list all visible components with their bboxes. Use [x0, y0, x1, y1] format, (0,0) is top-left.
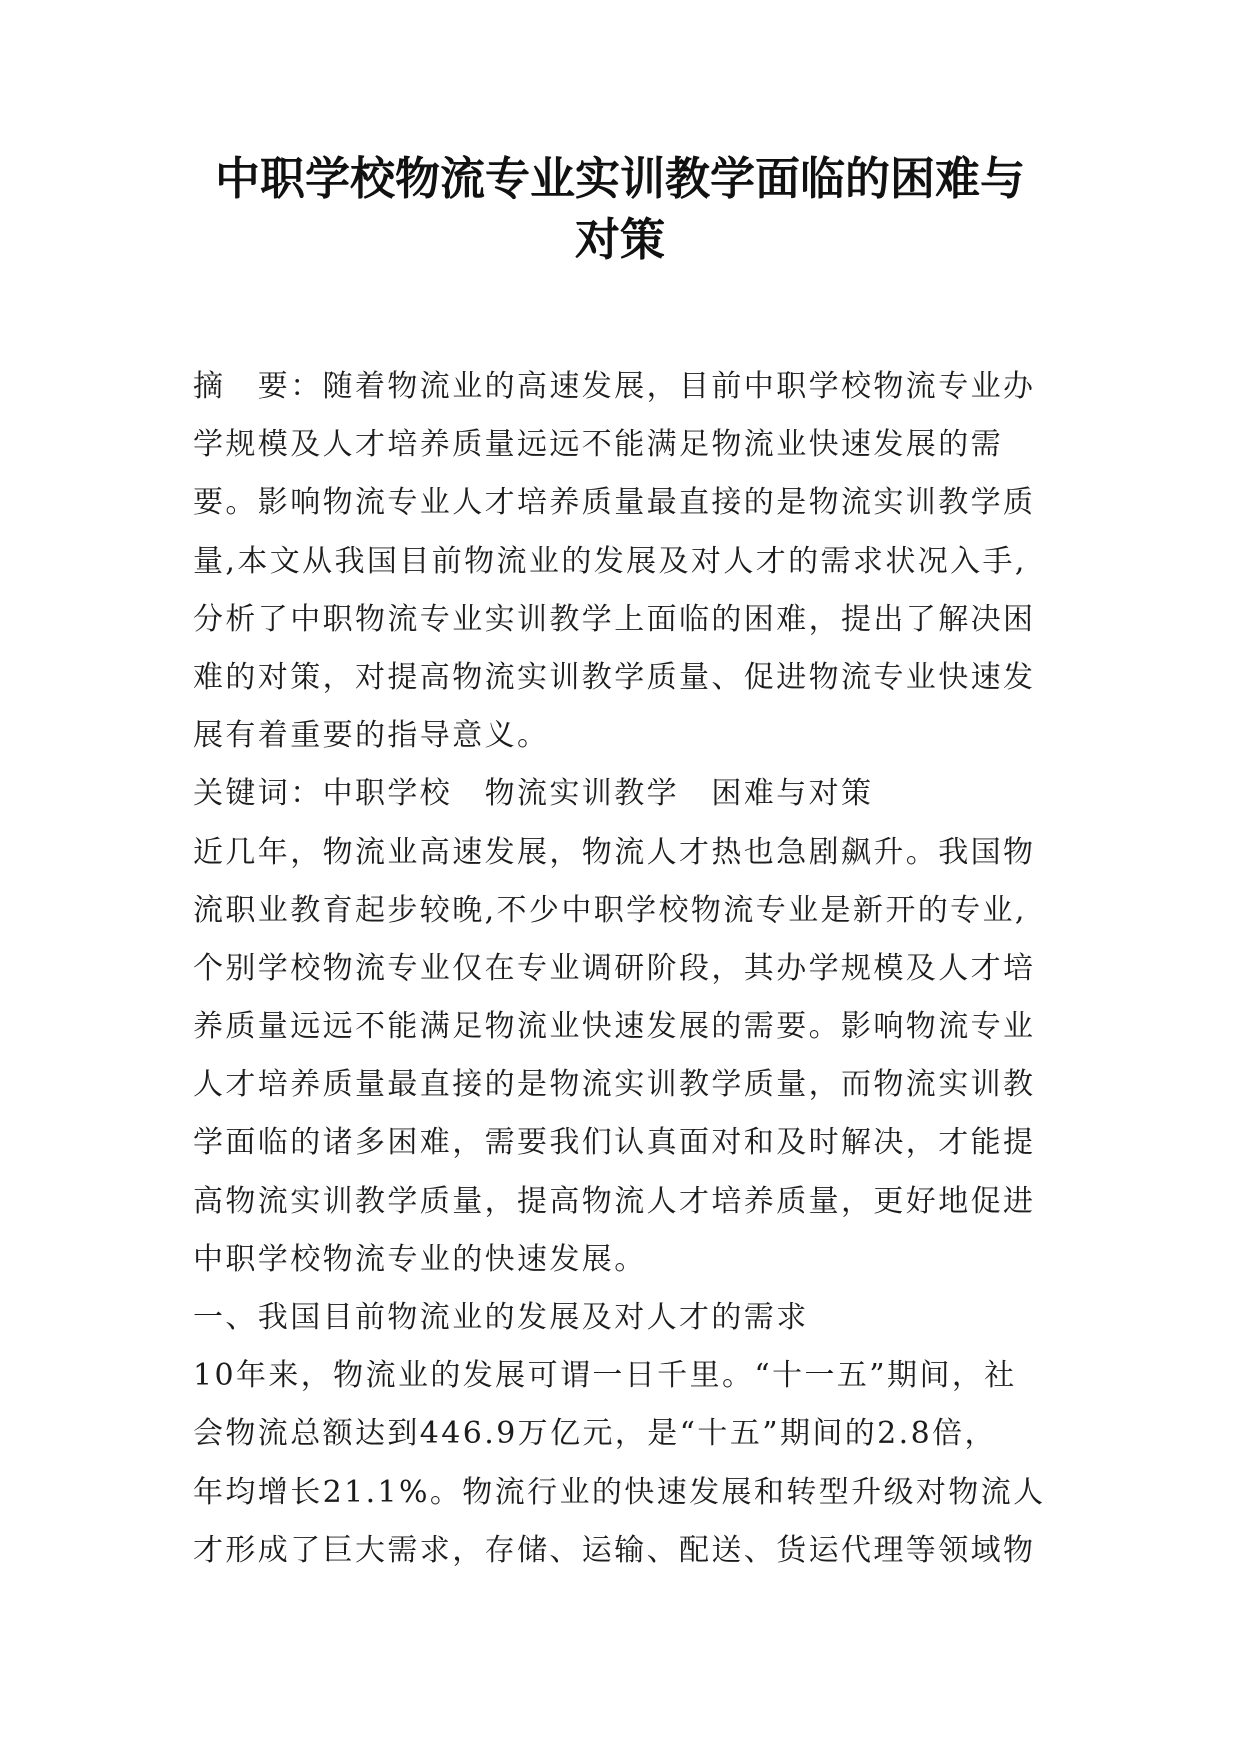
- abstract-line: 摘 要：随着物流业的高速发展，目前中职学校物流专业办: [193, 369, 1036, 404]
- title-line: 中职学校物流专业实训教学面临的困难与: [214, 152, 1025, 205]
- paragraph-line: 流职业教育起步较晚,不少中职学校物流专业是新开的专业,: [193, 892, 1027, 928]
- paragraph-line: 近几年，物流业高速发展，物流人才热也急剧飙升。我国物: [193, 834, 1036, 870]
- abstract-line: 要。影响物流专业人才培养质量最直接的是物流实训教学质: [193, 485, 1036, 521]
- paragraph-line: 中职学校物流专业的快速发展。: [193, 1241, 647, 1277]
- abstract-line: 学规模及人才培养质量远远不能满足物流业快速发展的需: [193, 427, 1003, 463]
- paragraph-line: 才形成了巨大需求，存储、运输、配送、货运代理等领域物: [193, 1532, 1036, 1568]
- abstract-line: 分析了中职物流专业实训教学上面临的困难，提出了解决困: [193, 601, 1036, 637]
- paragraph-line: 10年来，物流业的发展可谓一日千里。“十一五”期间，社: [193, 1358, 1017, 1394]
- paragraph-line: 年均增长21.1%。物流行业的快速发展和转型升级对物流人: [193, 1474, 1046, 1510]
- paragraph-line: 人才培养质量最直接的是物流实训教学质量，而物流实训教: [193, 1067, 1036, 1103]
- paragraph-line: 高物流实训教学质量，提高物流人才培养质量，更好地促进: [193, 1183, 1036, 1219]
- keywords-line: 关键词：中职学校 物流实训教学 困难与对策: [193, 776, 874, 812]
- document-title: [120, 148, 1120, 270]
- paragraph-line: 个别学校物流专业仅在专业调研阶段，其办学规模及人才培: [193, 950, 1036, 986]
- title-line: 对策: [574, 213, 665, 266]
- paragraph-line: 养质量远远不能满足物流业快速发展的需要。影响物流专业: [193, 1009, 1036, 1045]
- document-body: [193, 358, 1053, 1580]
- section-heading: 一、我国目前物流业的发展及对人才的需求: [193, 1300, 809, 1335]
- paragraph-line: 学面临的诸多困难，需要我们认真面对和及时解决，才能提: [193, 1125, 1036, 1161]
- abstract-line: 量,本文从我国目前物流业的发展及对人才的需求状况入手,: [193, 543, 1027, 579]
- paragraph-line: 会物流总额达到446.9万亿元，是“十五”期间的2.8倍，: [193, 1416, 997, 1452]
- abstract-line: 展有着重要的指导意义。: [193, 718, 550, 754]
- abstract-line: 难的对策，对提高物流实训教学质量、促进物流专业快速发: [193, 659, 1036, 695]
